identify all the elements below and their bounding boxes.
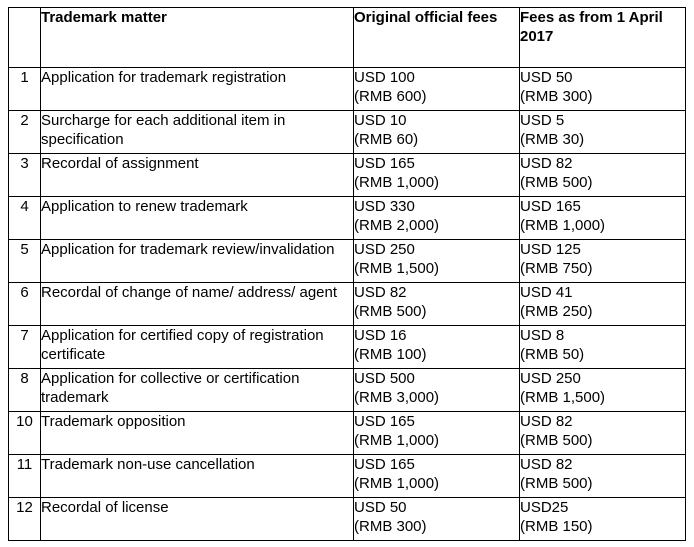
trademark-matter: Application for certified copy of registration certificate <box>41 326 354 369</box>
table-row <box>9 154 686 197</box>
table-row <box>9 326 686 369</box>
new-fee <box>520 369 686 412</box>
header-number <box>9 8 41 68</box>
original-fee-usd: USD 165 <box>354 413 415 430</box>
new-fee-usd: USD 82 <box>520 413 573 430</box>
row-number: 11 <box>9 455 41 498</box>
original-fee <box>354 197 520 240</box>
original-fee-rmb: (RMB 60) <box>354 131 419 148</box>
new-fee-rmb: (RMB 50) <box>520 346 585 363</box>
original-fee <box>354 68 520 111</box>
new-fee <box>520 326 686 369</box>
new-fee <box>520 154 686 197</box>
new-fee-rmb: (RMB 500) <box>520 174 593 191</box>
original-fee-rmb: (RMB 600) <box>354 88 427 105</box>
original-fee-rmb: (RMB 3,000) <box>354 389 440 406</box>
original-fee-rmb: (RMB 300) <box>354 518 427 535</box>
row-number: 8 <box>9 369 41 412</box>
row-number: 3 <box>9 154 41 197</box>
new-fee <box>520 240 686 283</box>
trademark-matter: Recordal of license <box>41 498 354 541</box>
trademark-matter: Recordal of assignment <box>41 154 354 197</box>
original-fee-usd: USD 16 <box>354 327 407 344</box>
original-fee-usd: USD 500 <box>354 370 415 387</box>
row-number: 6 <box>9 283 41 326</box>
original-fee <box>354 111 520 154</box>
table-row <box>9 283 686 326</box>
row-number: 7 <box>9 326 41 369</box>
new-fee-rmb: (RMB 500) <box>520 475 593 492</box>
original-fee <box>354 283 520 326</box>
new-fee-usd: USD 82 <box>520 155 573 172</box>
table-row <box>9 240 686 283</box>
original-fee-rmb: (RMB 500) <box>354 303 427 320</box>
new-fee-usd: USD 50 <box>520 69 573 86</box>
new-fee-usd: USD 41 <box>520 284 573 301</box>
original-fee-usd: USD 10 <box>354 112 407 129</box>
trademark-matter: Trademark opposition <box>41 412 354 455</box>
original-fee-usd: USD 50 <box>354 499 407 516</box>
table-row <box>9 197 686 240</box>
table-body <box>9 68 686 541</box>
new-fee-rmb: (RMB 150) <box>520 518 593 535</box>
new-fee-usd: USD 165 <box>520 198 581 215</box>
original-fee <box>354 326 520 369</box>
row-number: 2 <box>9 111 41 154</box>
table-row <box>9 68 686 111</box>
header-trademark-matter: Trademark matter <box>41 8 354 68</box>
new-fee-usd: USD25 <box>520 499 569 516</box>
new-fee <box>520 455 686 498</box>
original-fee-rmb: (RMB 1,000) <box>354 174 440 191</box>
row-number: 12 <box>9 498 41 541</box>
new-fee-rmb: (RMB 1,000) <box>520 217 606 234</box>
new-fee <box>520 283 686 326</box>
trademark-matter: Application for trademark review/invalidation <box>41 240 354 283</box>
new-fee-usd: USD 250 <box>520 370 581 387</box>
trademark-fees-table <box>8 7 686 541</box>
table-row <box>9 111 686 154</box>
new-fee <box>520 412 686 455</box>
original-fee-rmb: (RMB 2,000) <box>354 217 440 234</box>
original-fee-usd: USD 100 <box>354 69 415 86</box>
original-fee-rmb: (RMB 1,000) <box>354 432 440 449</box>
new-fee <box>520 498 686 541</box>
original-fee <box>354 455 520 498</box>
trademark-matter: Recordal of change of name/ address/ agent <box>41 283 354 326</box>
original-fee-usd: USD 250 <box>354 241 415 258</box>
new-fee-usd: USD 5 <box>520 112 565 129</box>
new-fee <box>520 197 686 240</box>
original-fee-rmb: (RMB 1,000) <box>354 475 440 492</box>
new-fee <box>520 68 686 111</box>
row-number: 5 <box>9 240 41 283</box>
header-original-official-fees: Original official fees <box>354 8 520 68</box>
table-row <box>9 455 686 498</box>
original-fee-usd: USD 82 <box>354 284 407 301</box>
new-fee <box>520 111 686 154</box>
new-fee-rmb: (RMB 250) <box>520 303 593 320</box>
original-fee-usd: USD 330 <box>354 198 415 215</box>
new-fee-usd: USD 8 <box>520 327 565 344</box>
trademark-matter: Surcharge for each additional item in specification <box>41 111 354 154</box>
row-number: 1 <box>9 68 41 111</box>
original-fee-usd: USD 165 <box>354 456 415 473</box>
original-fee-rmb: (RMB 1,500) <box>354 260 440 277</box>
row-number: 4 <box>9 197 41 240</box>
trademark-matter: Application for collective or certification trademark <box>41 369 354 412</box>
new-fee-rmb: (RMB 30) <box>520 131 585 148</box>
trademark-matter: Application to renew trademark <box>41 197 354 240</box>
original-fee <box>354 369 520 412</box>
header-fees-from-april-2017: Fees as from 1 April 2017 <box>520 8 686 68</box>
original-fee <box>354 498 520 541</box>
new-fee-rmb: (RMB 500) <box>520 432 593 449</box>
row-number: 10 <box>9 412 41 455</box>
table-row <box>9 369 686 412</box>
original-fee-rmb: (RMB 100) <box>354 346 427 363</box>
original-fee <box>354 154 520 197</box>
trademark-matter: Application for trademark registration <box>41 68 354 111</box>
table-header-row <box>9 8 686 68</box>
table-row <box>9 498 686 541</box>
original-fee <box>354 240 520 283</box>
table-row <box>9 412 686 455</box>
original-fee-usd: USD 165 <box>354 155 415 172</box>
original-fee <box>354 412 520 455</box>
new-fee-usd: USD 82 <box>520 456 573 473</box>
new-fee-rmb: (RMB 300) <box>520 88 593 105</box>
new-fee-rmb: (RMB 750) <box>520 260 593 277</box>
new-fee-usd: USD 125 <box>520 241 581 258</box>
trademark-matter: Trademark non-use cancellation <box>41 455 354 498</box>
new-fee-rmb: (RMB 1,500) <box>520 389 606 406</box>
